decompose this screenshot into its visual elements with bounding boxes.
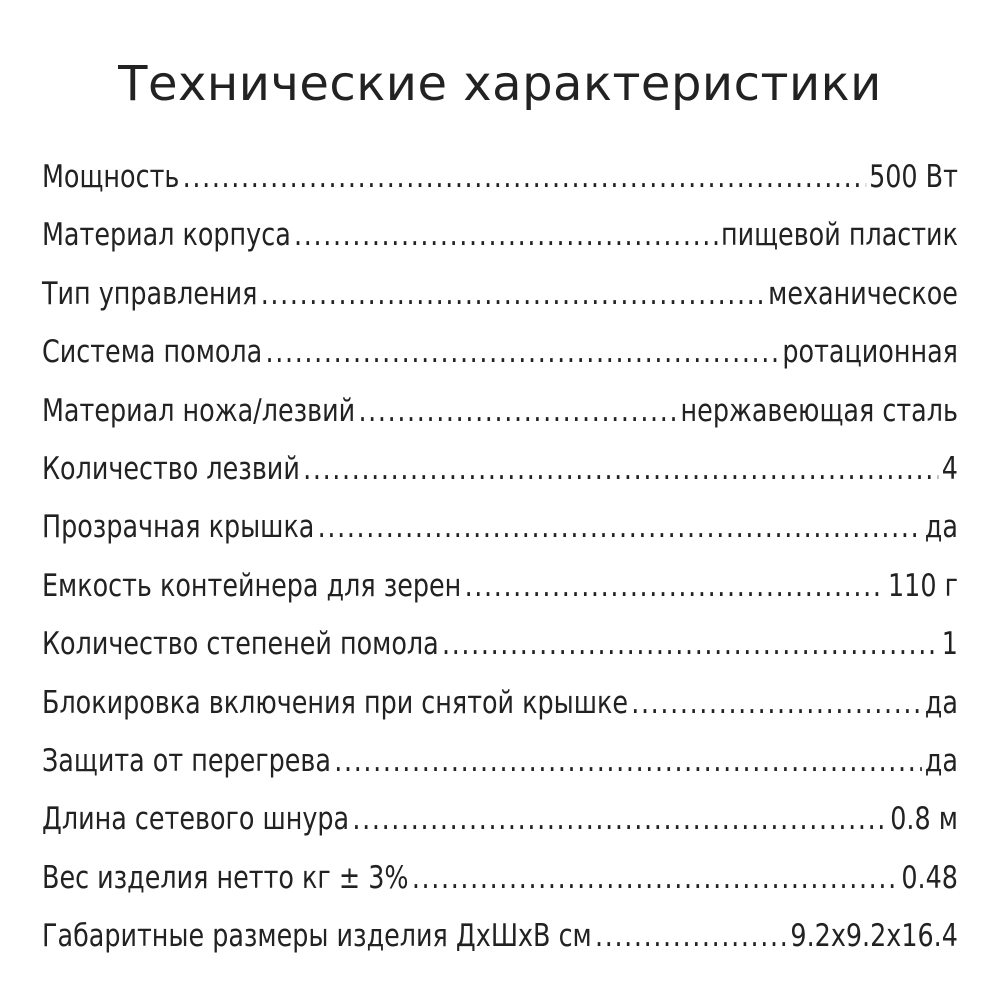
dot-leader [318,498,922,556]
spec-label: Тип управления [42,275,258,312]
spec-row-overheat-protection [42,732,958,790]
dot-leader [358,382,677,440]
dot-leader [183,148,866,206]
spec-value: 500 Вт [869,159,958,195]
spec-value: 4 [941,450,958,487]
dot-leader [465,557,885,615]
dot-leader [334,732,921,790]
spec-list [42,148,958,965]
dot-leader [266,323,780,381]
spec-label: Длина сетевого шнура [42,801,350,838]
dot-leader [294,206,718,264]
spec-row-blade-material [42,382,958,440]
dot-leader [261,265,765,323]
spec-row-cord-length [42,790,958,848]
spec-row-body-material [42,206,958,264]
dot-leader [442,615,938,673]
spec-value: пищевой пластик [720,217,958,254]
dot-leader [412,849,898,907]
spec-value: 110 г [887,567,958,604]
spec-value: да [924,684,958,721]
spec-row-bean-capacity [42,557,958,615]
spec-label: Емкость контейнера для зерен [42,567,462,604]
spec-row-transparent-lid [42,498,958,556]
spec-value: 0.48 [901,859,958,896]
dot-leader [631,674,921,732]
spec-label: Материал корпуса [42,217,291,254]
spec-label: Система помола [42,334,263,371]
spec-row-blade-count [42,440,958,498]
spec-row-control-type [42,265,958,323]
dot-leader [595,907,787,965]
spec-label: Количество степеней помола [42,626,439,663]
spec-label: Блокировка включения при снятой крышке [42,684,628,721]
spec-label: Прозрачная крышка [42,509,315,546]
spec-value: 1 [941,626,958,663]
spec-label: Вес изделия нетто кг ± 3% [42,859,409,896]
page-title: Технические характеристики [118,56,882,112]
spec-value: да [924,742,958,779]
spec-label: Защита от перегрева [42,742,331,779]
spec-row-power [42,148,958,206]
spec-label: Материал ножа/лезвий [42,392,356,429]
dot-leader [352,790,887,848]
spec-label: Количество лезвий [42,450,300,487]
spec-label: Мощность [42,159,180,195]
spec-value: механическое [768,275,958,312]
spec-value: 0.8 м [890,801,958,838]
spec-label: Габаритные размеры изделия ДхШхВ см [42,918,592,955]
spec-value: да [924,509,958,546]
spec-row-net-weight [42,849,958,907]
spec-row-grind-levels [42,615,958,673]
spec-value: нержавеющая сталь [680,392,958,429]
spec-row-dimensions [42,907,958,965]
spec-row-grinding-system [42,323,958,381]
spec-value: ротационная [782,334,958,371]
dot-leader [303,440,938,498]
spec-row-lid-lock [42,674,958,732]
spec-value: 9.2х9.2х16.4 [790,918,958,955]
